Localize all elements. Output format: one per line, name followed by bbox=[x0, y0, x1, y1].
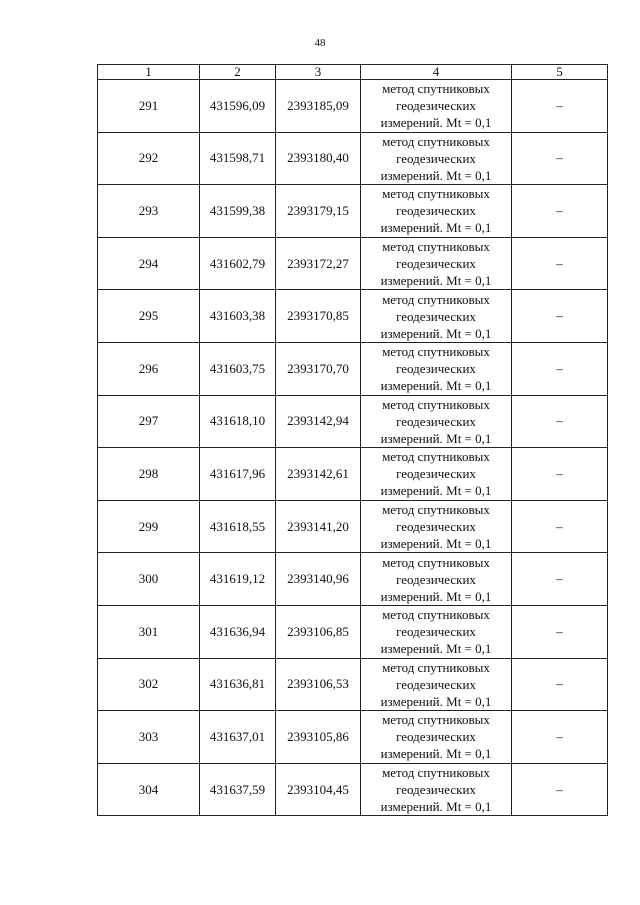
method-text-line: геодезических bbox=[396, 676, 476, 692]
header-col-4: 4 bbox=[361, 65, 512, 80]
y-coordinate-cell: 2393106,53 bbox=[276, 658, 361, 711]
x-coordinate-cell: 431596,09 bbox=[200, 80, 276, 133]
method-cell bbox=[361, 80, 512, 133]
y-coordinate-cell: 2393180,40 bbox=[276, 132, 361, 185]
point-number-cell: 298 bbox=[98, 448, 200, 501]
table-row bbox=[98, 553, 608, 606]
method-text-line: метод спутниковых bbox=[382, 607, 490, 623]
method-cell bbox=[361, 185, 512, 238]
method-text-line: геодезических bbox=[396, 203, 476, 219]
method-text-line: геодезических bbox=[396, 98, 476, 114]
point-number-cell: 296 bbox=[98, 342, 200, 395]
point-number-cell: 297 bbox=[98, 395, 200, 448]
table-row bbox=[98, 500, 608, 553]
x-coordinate-cell: 431602,79 bbox=[200, 237, 276, 290]
table-row bbox=[98, 185, 608, 238]
x-coordinate-cell: 431617,96 bbox=[200, 448, 276, 501]
method-cell bbox=[361, 763, 512, 816]
point-number-cell: 301 bbox=[98, 605, 200, 658]
method-text-line: измерений. Mt = 0,1 bbox=[380, 220, 492, 236]
method-text-line: метод спутниковых bbox=[382, 449, 490, 465]
method-text-line: измерений. Mt = 0,1 bbox=[380, 115, 492, 131]
method-text-line: метод спутниковых bbox=[382, 186, 490, 202]
point-number-cell: 302 bbox=[98, 658, 200, 711]
table-row bbox=[98, 763, 608, 816]
method-cell bbox=[361, 395, 512, 448]
table-row bbox=[98, 711, 608, 764]
method-text-line: измерений. Mt = 0,1 bbox=[380, 430, 492, 446]
x-coordinate-cell: 431618,55 bbox=[200, 500, 276, 553]
table-body bbox=[98, 80, 608, 816]
method-text-line: измерений. Mt = 0,1 bbox=[380, 693, 492, 709]
y-coordinate-cell: 2393179,15 bbox=[276, 185, 361, 238]
method-cell bbox=[361, 290, 512, 343]
point-number-cell: 295 bbox=[98, 290, 200, 343]
method-text-line: измерений. Mt = 0,1 bbox=[380, 167, 492, 183]
method-text-line: метод спутниковых bbox=[382, 502, 490, 518]
table-row bbox=[98, 605, 608, 658]
method-text-line: геодезических bbox=[396, 150, 476, 166]
method-text-line: геодезических bbox=[396, 256, 476, 272]
method-text-line: геодезических bbox=[396, 308, 476, 324]
y-coordinate-cell: 2393170,85 bbox=[276, 290, 361, 343]
y-coordinate-cell: 2393141,20 bbox=[276, 500, 361, 553]
method-text-line: геодезических bbox=[396, 466, 476, 482]
method-text-line: измерений. Mt = 0,1 bbox=[380, 588, 492, 604]
method-text-line: измерений. Mt = 0,1 bbox=[380, 483, 492, 499]
method-text-line: геодезических bbox=[396, 729, 476, 745]
column-5-cell: – bbox=[512, 395, 608, 448]
table-row bbox=[98, 80, 608, 133]
y-coordinate-cell: 2393172,27 bbox=[276, 237, 361, 290]
x-coordinate-cell: 431618,10 bbox=[200, 395, 276, 448]
x-coordinate-cell: 431637,59 bbox=[200, 763, 276, 816]
method-text-line: измерений. Mt = 0,1 bbox=[380, 378, 492, 394]
method-text-line: измерений. Mt = 0,1 bbox=[380, 799, 492, 815]
header-col-5: 5 bbox=[512, 65, 608, 80]
column-5-cell: – bbox=[512, 658, 608, 711]
method-text-line: метод спутниковых bbox=[382, 396, 490, 412]
method-cell bbox=[361, 500, 512, 553]
method-cell bbox=[361, 237, 512, 290]
x-coordinate-cell: 431603,38 bbox=[200, 290, 276, 343]
x-coordinate-cell: 431637,01 bbox=[200, 711, 276, 764]
y-coordinate-cell: 2393170,70 bbox=[276, 342, 361, 395]
method-cell bbox=[361, 342, 512, 395]
column-5-cell: – bbox=[512, 500, 608, 553]
y-coordinate-cell: 2393142,61 bbox=[276, 448, 361, 501]
point-number-cell: 303 bbox=[98, 711, 200, 764]
x-coordinate-cell: 431603,75 bbox=[200, 342, 276, 395]
header-col-1: 1 bbox=[98, 65, 200, 80]
point-number-cell: 304 bbox=[98, 763, 200, 816]
header-col-3: 3 bbox=[276, 65, 361, 80]
point-number-cell: 294 bbox=[98, 237, 200, 290]
method-text-line: метод спутниковых bbox=[382, 81, 490, 97]
column-5-cell: – bbox=[512, 711, 608, 764]
method-text-line: метод спутниковых bbox=[382, 554, 490, 570]
method-text-line: измерений. Mt = 0,1 bbox=[380, 325, 492, 341]
y-coordinate-cell: 2393185,09 bbox=[276, 80, 361, 133]
column-5-cell: – bbox=[512, 763, 608, 816]
y-coordinate-cell: 2393105,86 bbox=[276, 711, 361, 764]
table-row bbox=[98, 132, 608, 185]
method-text-line: измерений. Mt = 0,1 bbox=[380, 641, 492, 657]
method-text-line: метод спутниковых bbox=[382, 133, 490, 149]
coordinates-table bbox=[97, 64, 608, 816]
method-text-line: метод спутниковых bbox=[382, 291, 490, 307]
method-text-line: геодезических bbox=[396, 519, 476, 535]
x-coordinate-cell: 431636,81 bbox=[200, 658, 276, 711]
x-coordinate-cell: 431599,38 bbox=[200, 185, 276, 238]
point-number-cell: 292 bbox=[98, 132, 200, 185]
method-text-line: метод спутниковых bbox=[382, 344, 490, 360]
method-text-line: измерений. Mt = 0,1 bbox=[380, 746, 492, 762]
point-number-cell: 293 bbox=[98, 185, 200, 238]
method-text-line: измерений. Mt = 0,1 bbox=[380, 273, 492, 289]
column-5-cell: – bbox=[512, 448, 608, 501]
method-text-line: метод спутниковых bbox=[382, 239, 490, 255]
page-number: 48 bbox=[314, 37, 326, 49]
method-text-line: геодезических bbox=[396, 782, 476, 798]
point-number-cell: 300 bbox=[98, 553, 200, 606]
table-row bbox=[98, 237, 608, 290]
method-text-line: геодезических bbox=[396, 413, 476, 429]
column-5-cell: – bbox=[512, 132, 608, 185]
method-cell bbox=[361, 448, 512, 501]
column-5-cell: – bbox=[512, 185, 608, 238]
table-row bbox=[98, 290, 608, 343]
method-cell bbox=[361, 711, 512, 764]
y-coordinate-cell: 2393104,45 bbox=[276, 763, 361, 816]
table-row bbox=[98, 342, 608, 395]
table-row bbox=[98, 395, 608, 448]
column-5-cell: – bbox=[512, 237, 608, 290]
column-5-cell: – bbox=[512, 80, 608, 133]
method-text-line: метод спутниковых bbox=[382, 712, 490, 728]
method-cell bbox=[361, 658, 512, 711]
method-text-line: метод спутниковых bbox=[382, 765, 490, 781]
point-number-cell: 299 bbox=[98, 500, 200, 553]
x-coordinate-cell: 431636,94 bbox=[200, 605, 276, 658]
x-coordinate-cell: 431619,12 bbox=[200, 553, 276, 606]
y-coordinate-cell: 2393106,85 bbox=[276, 605, 361, 658]
column-5-cell: – bbox=[512, 290, 608, 343]
point-number-cell: 291 bbox=[98, 80, 200, 133]
table-row bbox=[98, 658, 608, 711]
method-text-line: геодезических bbox=[396, 624, 476, 640]
method-text-line: метод спутниковых bbox=[382, 659, 490, 675]
method-cell bbox=[361, 132, 512, 185]
method-text-line: геодезических bbox=[396, 571, 476, 587]
column-5-cell: – bbox=[512, 342, 608, 395]
method-cell bbox=[361, 605, 512, 658]
method-cell bbox=[361, 553, 512, 606]
column-5-cell: – bbox=[512, 553, 608, 606]
column-5-cell: – bbox=[512, 605, 608, 658]
header-col-2: 2 bbox=[200, 65, 276, 80]
y-coordinate-cell: 2393142,94 bbox=[276, 395, 361, 448]
method-text-line: измерений. Mt = 0,1 bbox=[380, 536, 492, 552]
method-text-line: геодезических bbox=[396, 361, 476, 377]
table-header-row bbox=[98, 65, 608, 80]
x-coordinate-cell: 431598,71 bbox=[200, 132, 276, 185]
table-row bbox=[98, 448, 608, 501]
y-coordinate-cell: 2393140,96 bbox=[276, 553, 361, 606]
